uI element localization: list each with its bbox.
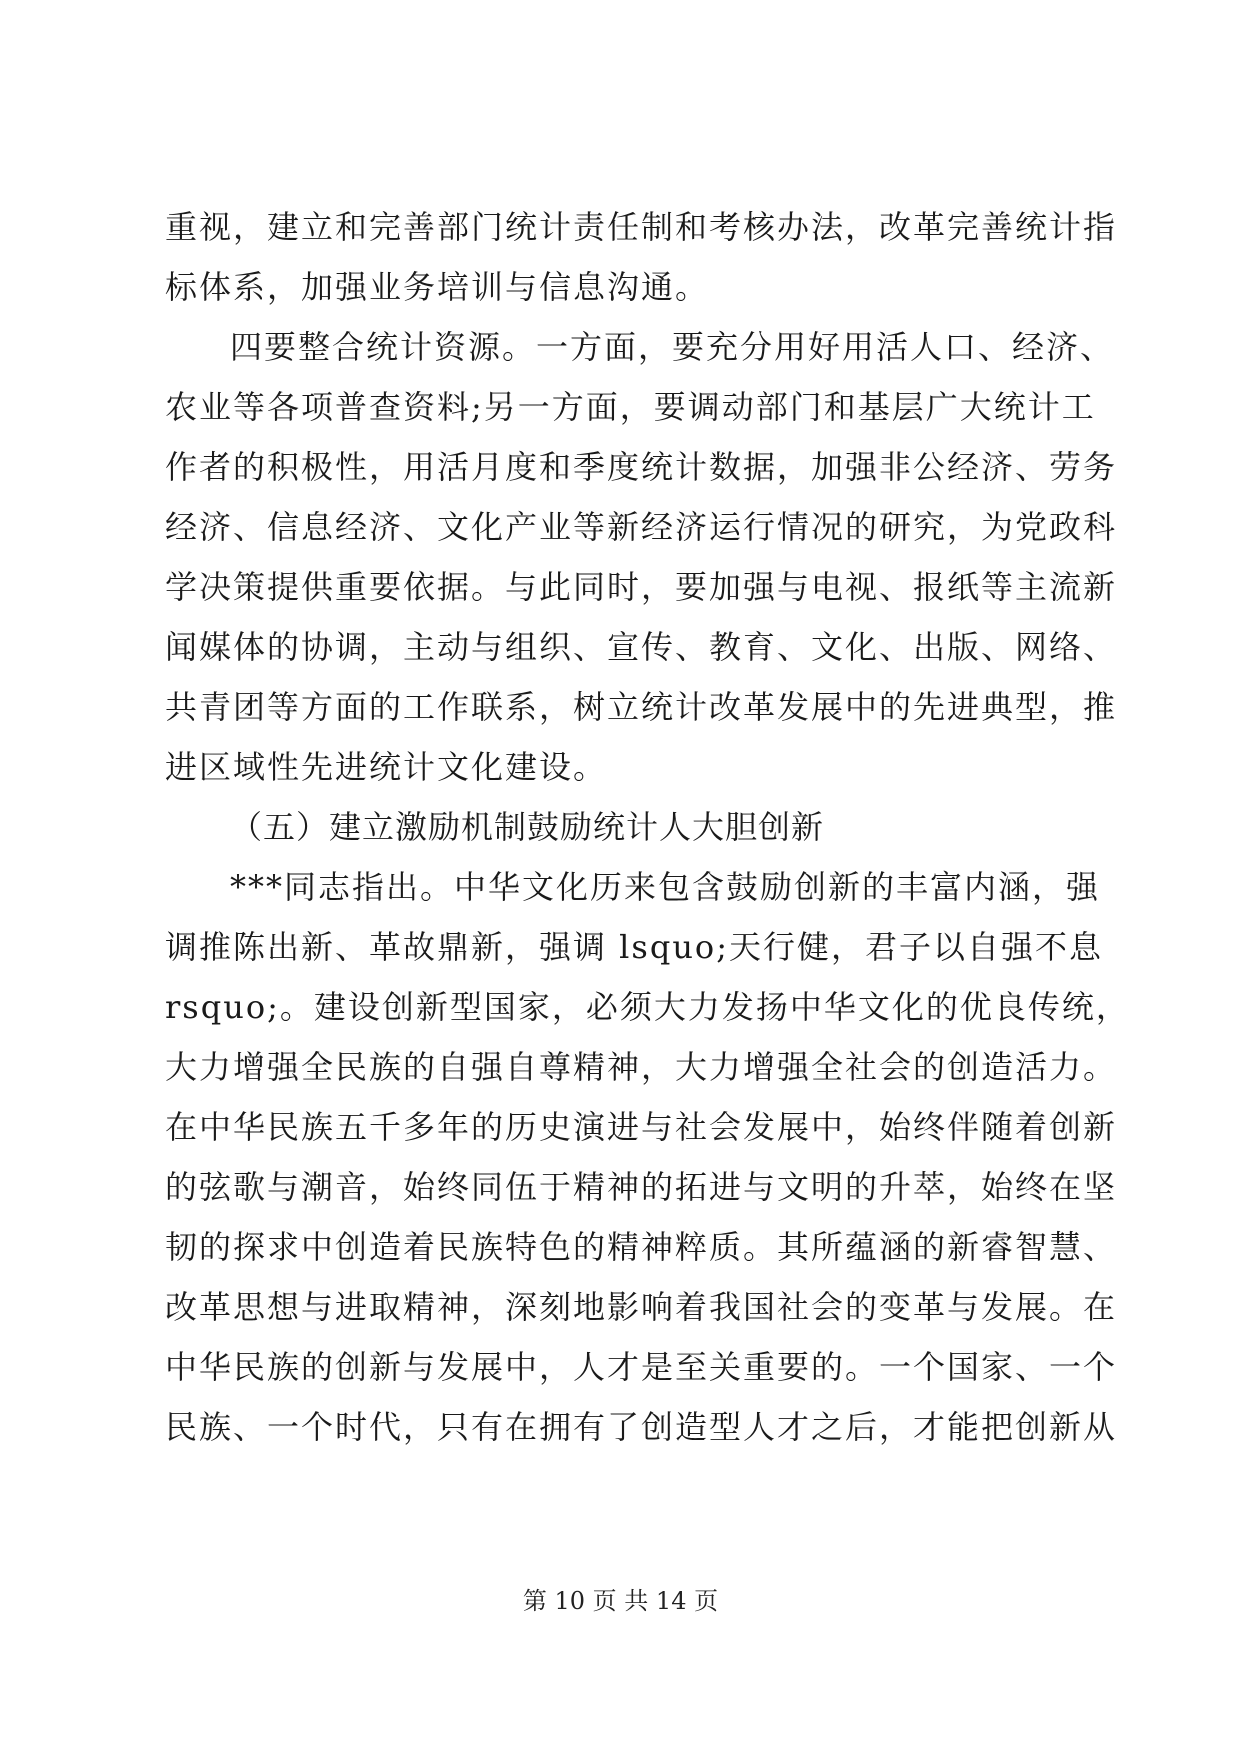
text-line-8: 闻媒体的协调，主动与组织、宣传、教育、文化、出版、网络、 (165, 628, 1118, 666)
text-line-7: 学决策提供重要依据。与此同时，要加强与电视、报纸等主流新 (165, 568, 1118, 606)
text-line-4: 农业等各项普查资料;另一方面，要调动部门和基层广大统计工 (165, 388, 1096, 426)
text-line-10: 进区域性先进统计文化建设。 (165, 748, 608, 786)
text-line-14: rsquo;。建设创新型国家，必须大力发扬中华文化的优良传统， (165, 988, 1130, 1026)
text-line-2: 标体系，加强业务培训与信息沟通。 (165, 268, 710, 306)
text-line-5: 作者的积极性，用活月度和季度统计数据，加强非公经济、劳务 (165, 448, 1118, 486)
text-line-15: 大力增强全民族的自强自尊精神，大力增强全社会的创造活力。 (165, 1048, 1118, 1086)
text-line-17: 的弦歌与潮音，始终同伍于精神的拓进与文明的升萃，始终在坚 (165, 1168, 1118, 1206)
text-line-21: 民族、一个时代，只有在拥有了创造型人才之后，才能把创新从 (165, 1408, 1118, 1446)
text-line-6: 经济、信息经济、文化产业等新经济运行情况的研究，为党政科 (165, 508, 1118, 546)
text-line-13: 调推陈出新、革故鼎新，强调 lsquo;天行健，君子以自强不息 (165, 928, 1103, 966)
section-heading: （五）建立激励机制鼓励统计人大胆创新 (230, 808, 825, 846)
text-line-19: 改革思想与进取精神，深刻地影响着我国社会的变革与发展。在 (165, 1288, 1118, 1326)
text-line-1: 重视，建立和完善部门统计责任制和考核办法，改革完善统计指 (165, 208, 1118, 246)
text-line-3: 四要整合统计资源。一方面，要充分用好用活人口、经济、 (230, 328, 1115, 366)
page-number-footer: 第 10 页 共 14 页 (522, 1587, 719, 1615)
text-line-20: 中华民族的创新与发展中，人才是至关重要的。一个国家、一个 (165, 1348, 1118, 1386)
text-line-12: ***同志指出。中华文化历来包含鼓励创新的丰富内涵，强 (230, 868, 1101, 906)
text-line-9: 共青团等方面的工作联系，树立统计改革发展中的先进典型，推 (165, 688, 1118, 726)
text-line-18: 韧的探求中创造着民族特色的精神粹质。其所蕴涵的新睿智慧、 (165, 1228, 1118, 1266)
text-line-16: 在中华民族五千多年的历史演进与社会发展中，始终伴随着创新 (165, 1108, 1118, 1146)
